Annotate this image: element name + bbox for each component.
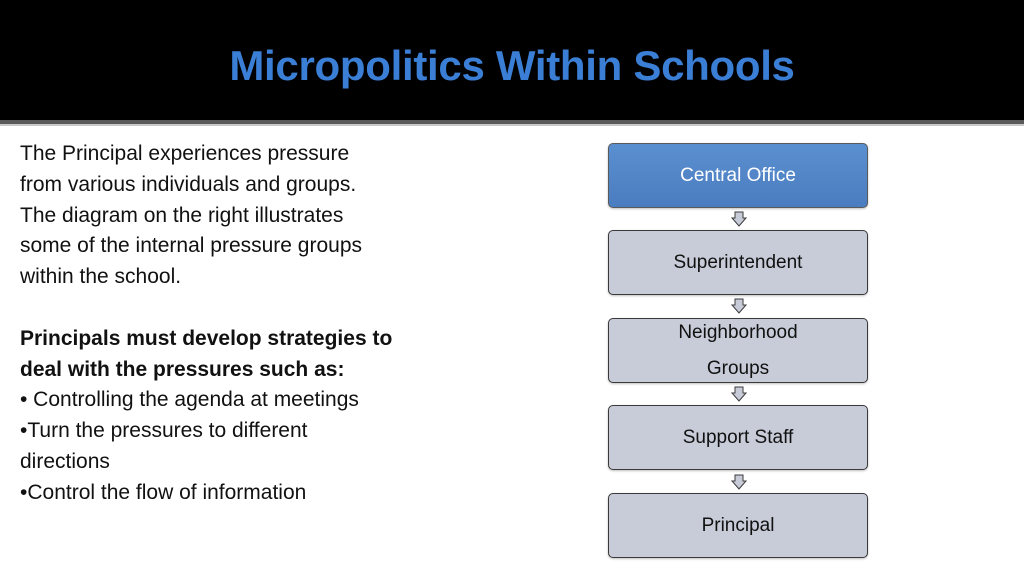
strategy-bullet: • Controlling the agenda at meetings [20, 388, 359, 412]
body-text [20, 139, 450, 509]
node-principal [608, 493, 868, 558]
strategy-bullet-continuation: directions [20, 449, 110, 473]
paragraph-line: some of the internal pressure groups [20, 234, 363, 258]
node-label: Neighborhood Groups [678, 321, 798, 379]
strategies-heading-line: Principals must develop strategies to [20, 326, 393, 350]
title-divider-highlight [0, 124, 1024, 126]
strategy-bullet: •Turn the pressures to different [20, 419, 308, 443]
down-arrow-icon [731, 386, 747, 402]
node-support-staff [608, 405, 868, 470]
node-label: Support Staff [682, 426, 794, 448]
strategies-heading-line: deal with the pressures such as: [20, 357, 345, 381]
node-neighborhood-groups [608, 318, 868, 383]
strategy-bullet: •Control the flow of information [20, 480, 307, 504]
paragraph-spacer [20, 293, 450, 324]
node-label: Superintendent [673, 251, 803, 273]
paragraph-line: from various individuals and groups. [20, 172, 357, 196]
node-superintendent [608, 230, 868, 295]
node-central-office [608, 143, 868, 208]
node-label: Principal [701, 514, 775, 536]
slide-title: Micropolitics Within Schools [229, 42, 795, 89]
node-label: Central Office [680, 164, 796, 186]
paragraph-line: within the school. [20, 265, 182, 289]
down-arrow-icon [731, 474, 747, 490]
down-arrow-icon [731, 298, 747, 314]
paragraph-line: The Principal experiences pressure [20, 142, 350, 165]
down-arrow-icon [731, 211, 747, 227]
paragraph-line: The diagram on the right illustrates [20, 203, 344, 227]
